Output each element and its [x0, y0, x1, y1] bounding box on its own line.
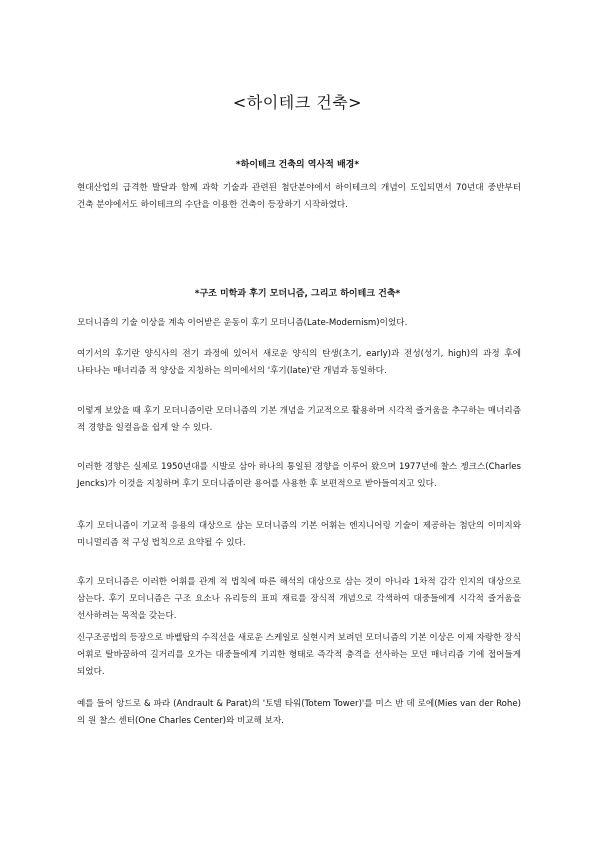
paragraph: 신구조공법의 등장으로 바벨탑의 수직선을 새로운 스케일로 실현시켜 보려던 모더니즘의 기본 이상은 이제 자랑한 장식 어휘로 탈바꿈하여 길거리를 오가는 대중들에게 기괴한 형태로 즉각적 충격을 선사하는 모던 매너리즘 기에 접어들게 되었다.	[77, 633, 521, 677]
paragraph: 이렇게 보았을 때 후기 모더니즘이란 모더니즘의 기본 개념을 기교적으로 활용하며 시각적 즐거움을 추구하는 매너리즘 적 경향을 일컬음을 쉽게 알 수 있다.	[77, 406, 521, 433]
section-heading-late-modernism: *구조 미학과 후기 모더니즘, 그리고 하이테크 건축*	[194, 289, 401, 299]
section-heading-history: *하이테크 건축의 역사적 배경*	[235, 160, 360, 170]
paragraph: 모더니즘의 기술 이상을 계속 이어받은 운동이 후기 모더니즘(Late-Modernism)이었다.	[77, 318, 408, 328]
paragraph: 예를 들어 앙드로 & 파라 (Andrault & Parat)의 '토템 타워(Totem Tower)'를 미스 반 데 로에(Mies van der Rohe)의 원 찰스 센터(One Charles Center)와 비교해 보자.	[77, 699, 521, 726]
document-title: <하이테크 건축>	[232, 93, 363, 112]
paragraph: 여기서의 후기란 양식사의 전기 과정에 있어서 새로운 양식의 탄생(초기, early)과 전성(성기, high)의 과정 후에 나타나는 매너리즘 적 양상을 지칭하는 의미에서의 '후기(late)'란 개념과 동일하다.	[77, 349, 521, 376]
paragraph: 후기 모더니즘이 기교적 응용의 대상으로 삼는 모더니즘의 기본 어휘는 엔지니어링 기술이 제공하는 첨단의 이미지와 미니멀리즘 적 구성 법칙으로 요약될 수 있다.	[77, 521, 521, 548]
paragraph: 이러한 경향은 실제로 1950년대를 시발로 삼아 하나의 통일된 경향을 이루어 왔으며 1977년에 찰스 젱크스(Charles Jencks)가 이것을 지칭하며 후기 모더니즘이란 용어를 사용한 후 보편적으로 받아들여지고 있다.	[77, 462, 521, 489]
paragraph: 후기 모더니즘은 이러한 어휘를 관계 적 법칙에 따른 해석의 대상으로 삼는 것이 아니라 1차적 감각 인지의 대상으로 삼는다. 후기 모더니즘은 구조 요소나 유리등의 표피 재료를 장식적 개념으로 각색하여 대중들에게 시각적 즐거움을 선사하려는 목적을 갖는다.	[77, 577, 521, 621]
paragraph: 현대산업의 급격한 발달과 함께 과학 기술과 관련된 첨단분야에서 하이테크의 개념이 도입되면서 70년대 중반부터 건축 분야에서도 하이테크의 수단을 이용한 건축이 등장하기 시작하였다.	[77, 183, 521, 210]
